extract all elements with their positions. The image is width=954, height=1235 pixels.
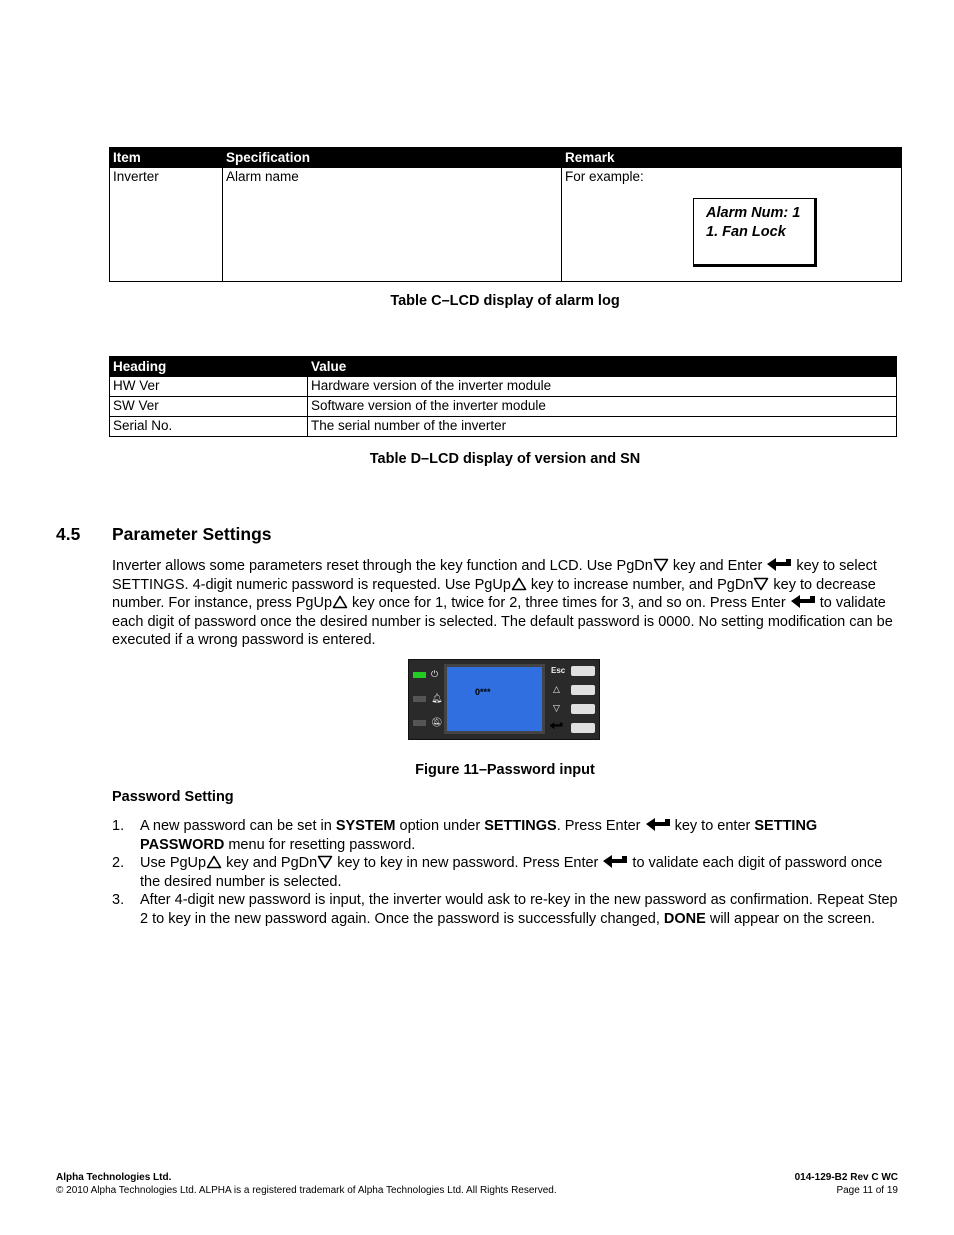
power-led	[413, 672, 426, 678]
table-header-cell: Remark	[562, 148, 902, 168]
paragraph-text: key to select SETTINGS. 4-digit numeric password is requested. Use PgUp	[112, 558, 877, 593]
step-text: option under	[395, 818, 485, 834]
step-text: After 4-digit new password is input, the inverter would ask to re-key in the new password as confirmation. Repeat Step 2 to key in the new password again. Once the password is successfully changed,	[140, 892, 898, 927]
table-header-cell: Value	[308, 357, 897, 377]
pgup-key-icon	[332, 595, 348, 609]
paragraph-text: to validate each digit of password once the desired number is selected. The default password is 0000. No setting modification can be executed if a wrong password is entered.	[112, 595, 893, 648]
list-item	[112, 891, 902, 928]
footer-page-number: Page 11 of 19	[836, 1185, 898, 1196]
table-cell: Hardware version of the inverter module	[308, 377, 897, 397]
footer-copyright: © 2010 Alpha Technologies Ltd. ALPHA is a registered trademark of Alpha Technologies Ltd. All Rights Reserved.	[56, 1185, 557, 1196]
pgup-key-icon	[511, 577, 527, 591]
list-item	[112, 854, 902, 891]
version-table	[109, 356, 897, 437]
up-arrow-icon: △	[553, 684, 560, 694]
table-cell: For example:	[562, 168, 902, 282]
pgup-key-button[interactable]	[571, 685, 595, 695]
step-number: 2.	[112, 855, 125, 871]
table-caption: Table D–LCD display of version and SN	[369, 451, 641, 467]
table-header-cell: Item	[110, 148, 223, 168]
table-cell: Software version of the inverter module	[308, 397, 897, 417]
enter-key-icon	[790, 595, 816, 609]
step-bold: SETTING PASSWORD	[140, 818, 818, 853]
table-row	[110, 377, 897, 397]
table-header-cell: Heading	[110, 357, 308, 377]
step-text: to validate each digit of password once the desired number is selected.	[140, 855, 883, 890]
table-cell: SW Ver	[110, 397, 308, 417]
lcd-screen	[444, 664, 545, 734]
paragraph-text: key once for 1, twice for 2, three times for 3, and so on. Press Enter	[348, 595, 790, 611]
paragraph-text: key and Enter	[668, 558, 767, 574]
bell-icon: 🔔︎	[431, 693, 443, 703]
table-cell: HW Ver	[110, 377, 308, 397]
step-text: A new password can be set in	[140, 818, 336, 834]
enter-arrow-icon	[549, 722, 563, 730]
fault-led	[413, 696, 426, 702]
subsection-heading: Password Setting	[112, 789, 234, 805]
step-bold: DONE	[663, 910, 706, 927]
alarm-led	[413, 720, 426, 726]
step-bold: SETTINGS	[484, 818, 557, 834]
footer-doc-id: 014-129-B2 Rev C WC	[794, 1172, 898, 1183]
table-header-row	[110, 148, 902, 168]
table-caption: Table C–LCD display of alarm log	[390, 293, 620, 309]
enter-key-icon	[766, 558, 792, 572]
step-number: 3.	[112, 892, 125, 908]
pgdn-key-icon	[317, 855, 333, 869]
step-text: key to key in new password. Press Enter	[333, 855, 603, 871]
password-steps-list	[112, 817, 902, 928]
alarm-example-line: Alarm Num: 1	[706, 205, 801, 221]
paragraph-text: key to decrease number. For instance, press PgUp	[112, 576, 876, 611]
section-number: 4.5	[56, 524, 81, 544]
table-header-row	[110, 357, 897, 377]
table-cell: Inverter	[110, 168, 223, 282]
alarm-example-line: 1. Fan Lock	[706, 224, 786, 240]
step-bold: SYSTEM	[335, 818, 396, 834]
enter-key-button[interactable]	[571, 723, 595, 733]
step-text: Use PgUp	[140, 855, 207, 871]
pgdn-key-button[interactable]	[571, 704, 595, 714]
list-item	[112, 817, 902, 854]
table-cell: Alarm name	[223, 168, 562, 282]
down-arrow-icon: ▽	[553, 703, 560, 713]
section-paragraph	[112, 557, 902, 650]
step-text: . Press Enter	[556, 818, 645, 834]
bell-off-icon: 🔕︎	[431, 717, 443, 727]
step-text: will appear on the screen.	[705, 910, 876, 927]
power-icon: ⏻	[431, 669, 439, 679]
paragraph-text: Inverter allows some parameters reset through the key function and LCD. Use PgDn	[112, 558, 653, 574]
step-text: key to enter	[670, 818, 755, 834]
pgdn-key-icon	[653, 558, 669, 572]
lcd-password-text: 0***	[475, 687, 491, 697]
section-title: Parameter Settings	[112, 524, 272, 544]
step-text: menu for resetting password.	[224, 836, 416, 853]
table-cell: Serial No.	[110, 417, 308, 437]
step-text: key and PgDn	[222, 855, 318, 871]
enter-key-icon	[645, 818, 671, 832]
esc-label: Esc	[551, 666, 566, 675]
pgup-key-icon	[206, 855, 222, 869]
table-row	[110, 397, 897, 417]
enter-key-icon	[602, 855, 628, 869]
esc-key-button[interactable]	[571, 666, 595, 676]
footer-company: Alpha Technologies Ltd.	[56, 1172, 172, 1183]
pgdn-key-icon	[753, 577, 769, 591]
alarm-example-box	[693, 198, 817, 267]
figure-caption: Figure 11–Password input	[415, 762, 595, 778]
table-header-cell: Specification	[223, 148, 562, 168]
step-number: 1.	[112, 818, 125, 834]
table-cell: The serial number of the inverter	[308, 417, 897, 437]
table-row	[110, 417, 897, 437]
paragraph-text: key to increase number, and PgDn	[526, 576, 754, 593]
